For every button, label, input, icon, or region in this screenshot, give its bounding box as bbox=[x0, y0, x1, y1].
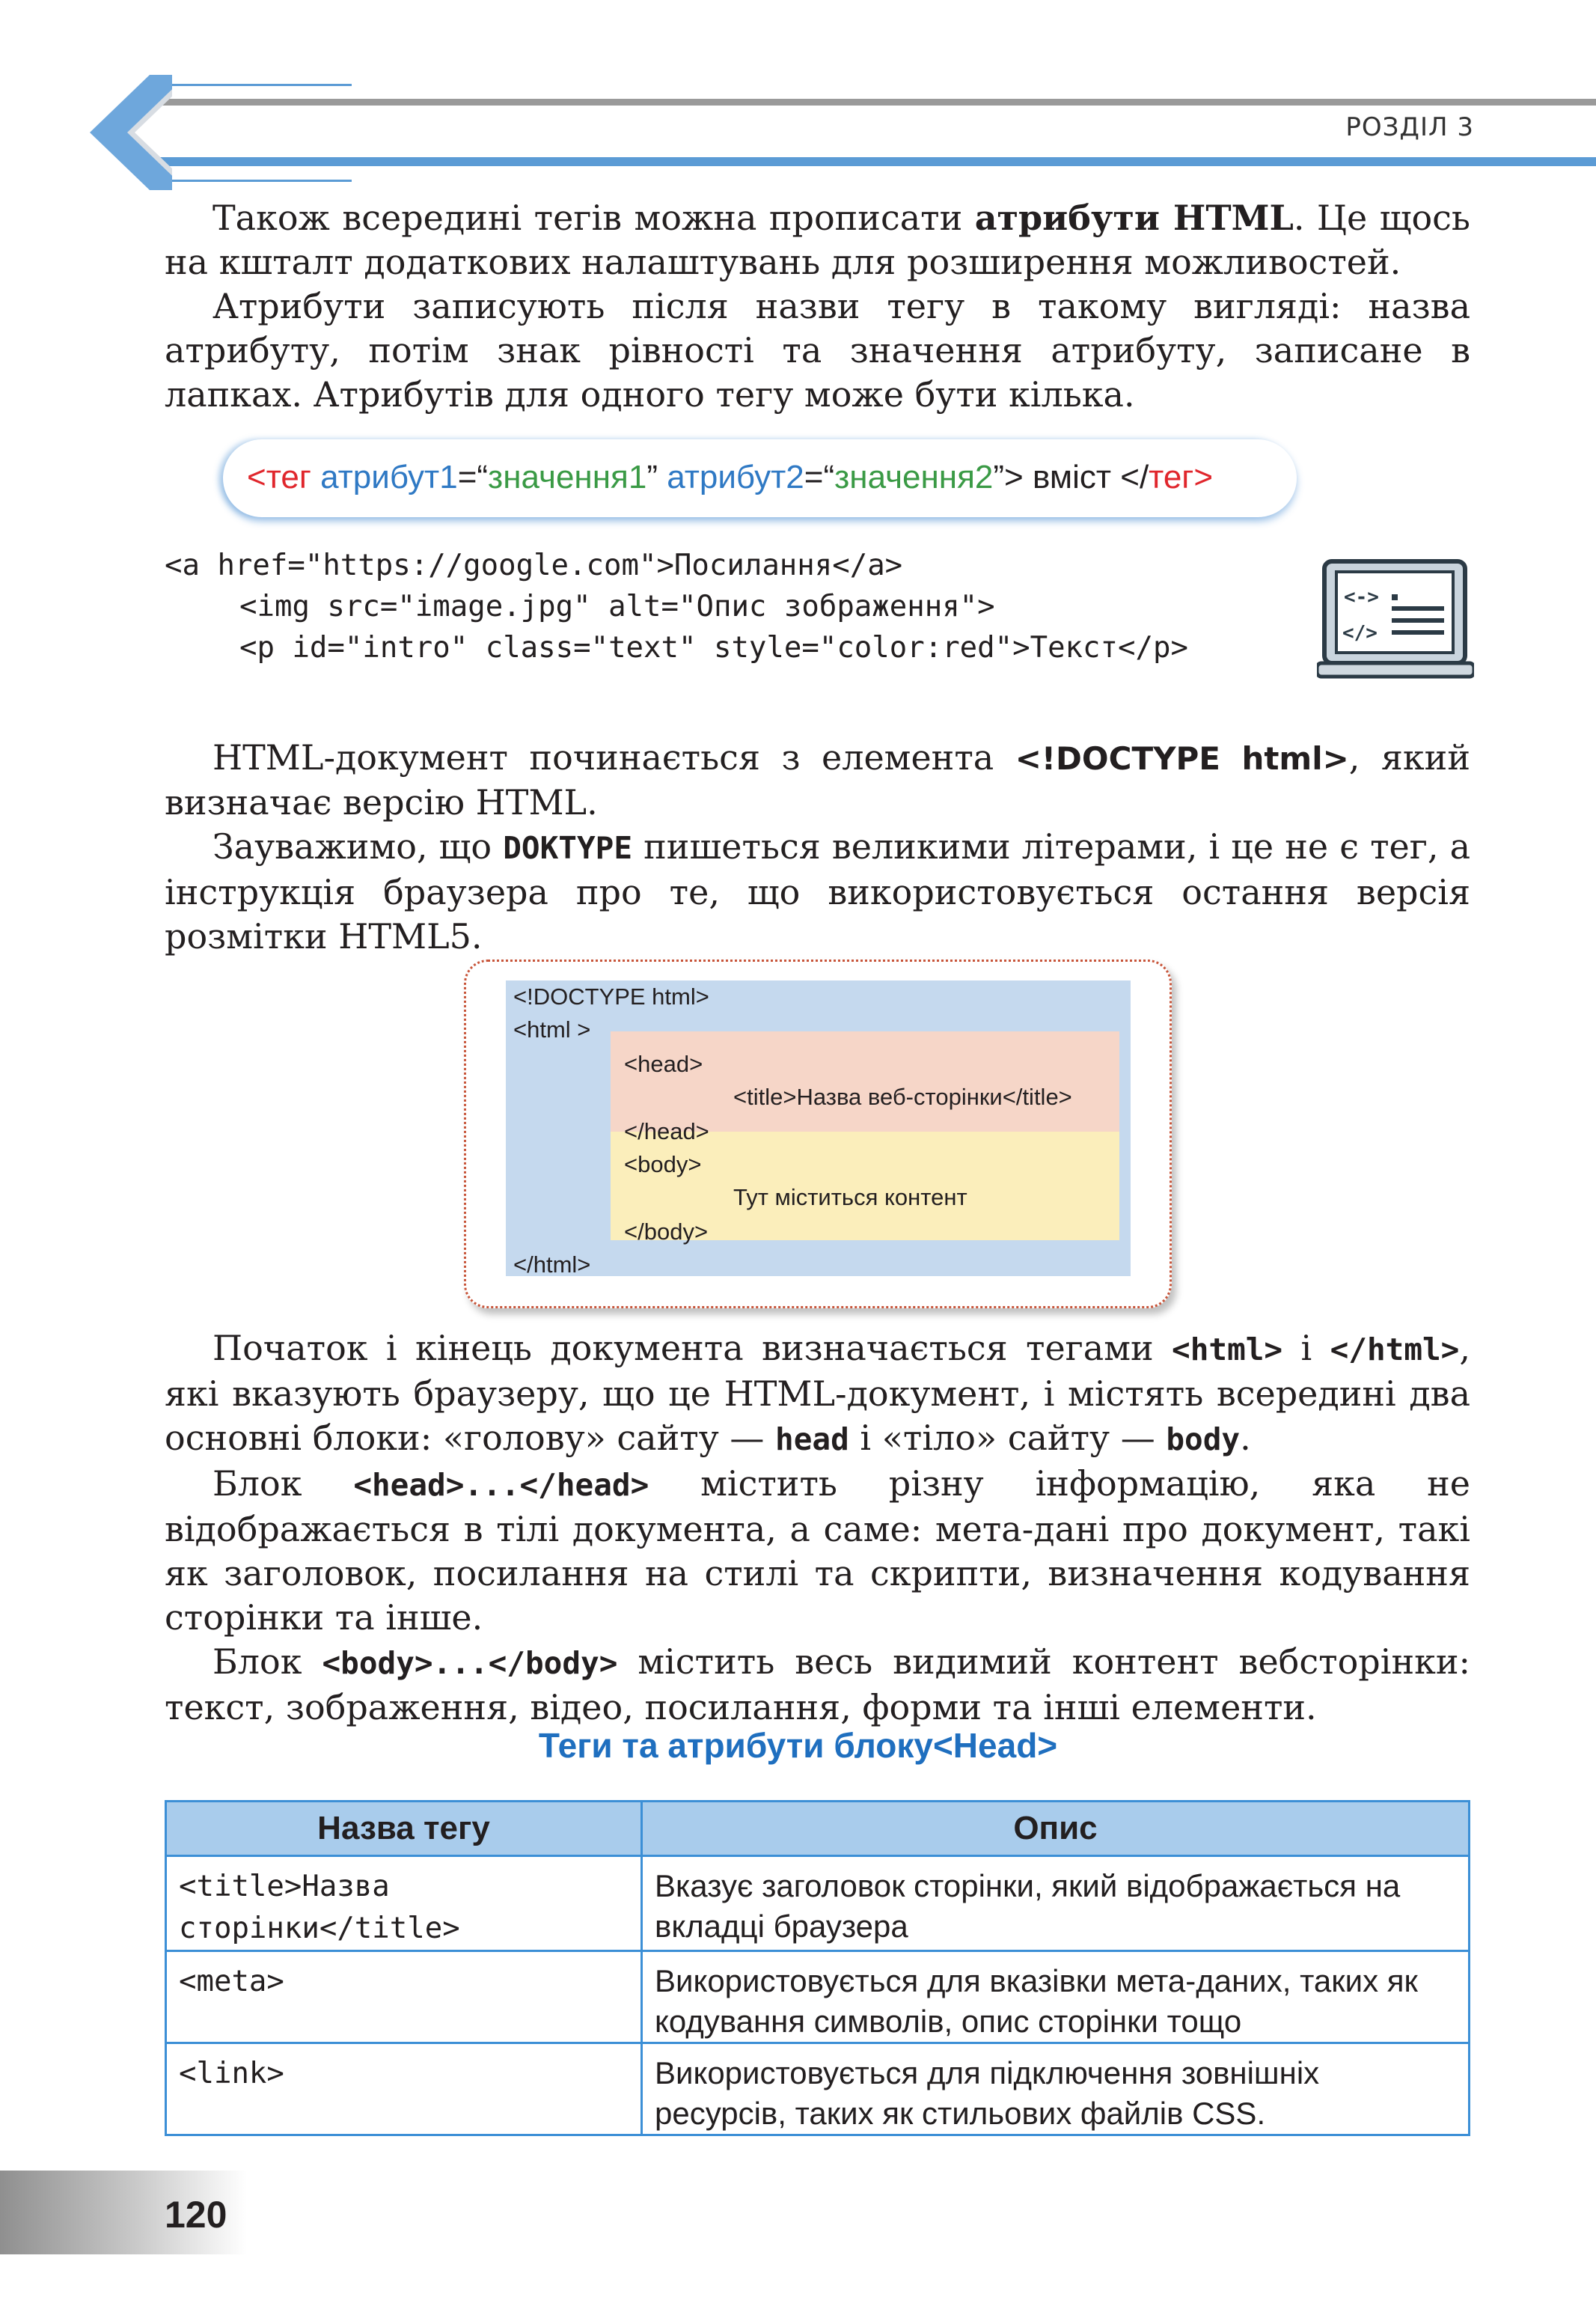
blocks-paragraph-3: Блок <body>...</body> містить весь видимий контент вебсторінки: текст, зображення, відео, посилання, форми та інші елементи. bbox=[165, 1641, 1471, 1727]
column-header-tag: Назва тегу bbox=[166, 1802, 642, 1856]
syntax-example: <тег атрибут1=“значення1” атрибут2=“значення2”> вміст </тег> bbox=[247, 459, 1214, 495]
section-label: РОЗДІЛ 3 bbox=[1345, 112, 1474, 142]
header-accent-line bbox=[153, 180, 352, 182]
head-block bbox=[611, 1031, 1119, 1132]
code-line: <a href="https://google.com">Посилання</a> bbox=[165, 549, 903, 582]
tag-cell: <title>Назва сторінки</title> bbox=[166, 1856, 642, 1951]
code-line: <p id="intro" class="text" style="color:red">Текст</p> bbox=[239, 631, 1188, 665]
header-accent-line bbox=[153, 84, 352, 86]
description-cell: Вказує заголовок сторінки, який відображається на вкладці браузера bbox=[642, 1856, 1470, 1951]
diagram-head-open: <head> bbox=[624, 1051, 703, 1077]
back-arrow-icon bbox=[45, 69, 172, 196]
intro-paragraph-2: Атрибути записують після назви тегу в такому вигляді: назва атрибуту, потім знак рівності та значення атрибуту, записане в лапках. Атрибутів для одного тегу може бути кілька. bbox=[165, 286, 1470, 415]
tag-cell: <link> bbox=[166, 2043, 642, 2135]
table-row bbox=[166, 2043, 1470, 2135]
doktype-term: DOKTYPE bbox=[503, 830, 633, 866]
blocks-paragraph-1: Початок і кінець документа визначається тегами <html> і </html>, які вказують браузеру, що це HTML-документ, і містять всередині два основні блоки: «голову» сайту — head і «тіло» сайту — body. bbox=[165, 1328, 1470, 1458]
laptop-code-icon bbox=[1317, 555, 1474, 683]
table-title: Теги та атрибути блоку<Head> bbox=[538, 1726, 1058, 1765]
header-blue-line bbox=[142, 157, 1596, 166]
doctype-term: <!DOCTYPE html> bbox=[1015, 740, 1349, 777]
page-number: 120 bbox=[165, 2194, 227, 2236]
diagram-html-open: <html > bbox=[513, 1016, 591, 1043]
head-tags-table bbox=[165, 1800, 1470, 2136]
table-header-row bbox=[166, 1802, 1470, 1856]
doctype-paragraph-1: HTML-документ починається з елемента <!DOCTYPE html>, який визначає версію HTML. bbox=[165, 737, 1470, 823]
description-cell: Використовується для вказівки мета-даних, таких як кодування символів, опис сторінки тощо bbox=[642, 1951, 1470, 2043]
doctype-paragraph-2: Зауважимо, що DOKTYPE пишеться великими літерами, і це не є тег, а інструкція браузера про те, що використовується остання версія розмітки HTML5. bbox=[165, 826, 1470, 957]
attributes-term: атрибути HTML bbox=[974, 198, 1294, 238]
table-row bbox=[166, 1856, 1470, 1951]
diagram-body-open: <body> bbox=[624, 1151, 702, 1177]
blocks-paragraph-2: Блок <head>...</head> містить різну інформацію, яка не відображається в тілі документа, а саме: мета-дані про документ, такі як заголовок, посилання на стилі та скрипти, визначення кодування сторінки та інше. bbox=[165, 1463, 1471, 1638]
tag-cell: <meta> bbox=[166, 1951, 642, 2043]
svg-text:<->: <-> bbox=[1344, 586, 1379, 608]
svg-text:</>: </> bbox=[1342, 622, 1378, 644]
description-cell: Використовується для підключення зовнішніх ресурсів, таких як стильових файлів CSS. bbox=[642, 2043, 1470, 2135]
intro-text bbox=[165, 196, 1470, 417]
blocks-text bbox=[165, 1326, 1470, 1730]
diagram-content: Тут міститься контент bbox=[733, 1184, 967, 1210]
code-line: <img src="image.jpg" alt="Опис зображення"> bbox=[239, 590, 995, 623]
doctype-text bbox=[165, 736, 1470, 959]
diagram-body-close: </body> bbox=[624, 1218, 709, 1245]
diagram-head-close: </head> bbox=[624, 1118, 709, 1144]
diagram-title: <title>Назва веб-сторінки</title> bbox=[733, 1084, 1072, 1110]
column-header-description: Опис bbox=[642, 1802, 1470, 1856]
table-row bbox=[166, 1951, 1470, 2043]
intro-paragraph-1: Також всередині тегів можна прописати атрибути HTML. Це щось на кшталт додаткових налаштувань для розширення можливостей. bbox=[165, 198, 1470, 282]
header-grey-line bbox=[142, 99, 1596, 106]
diagram-html-close: </html> bbox=[513, 1251, 591, 1278]
diagram-doctype: <!DOCTYPE html> bbox=[513, 983, 709, 1010]
